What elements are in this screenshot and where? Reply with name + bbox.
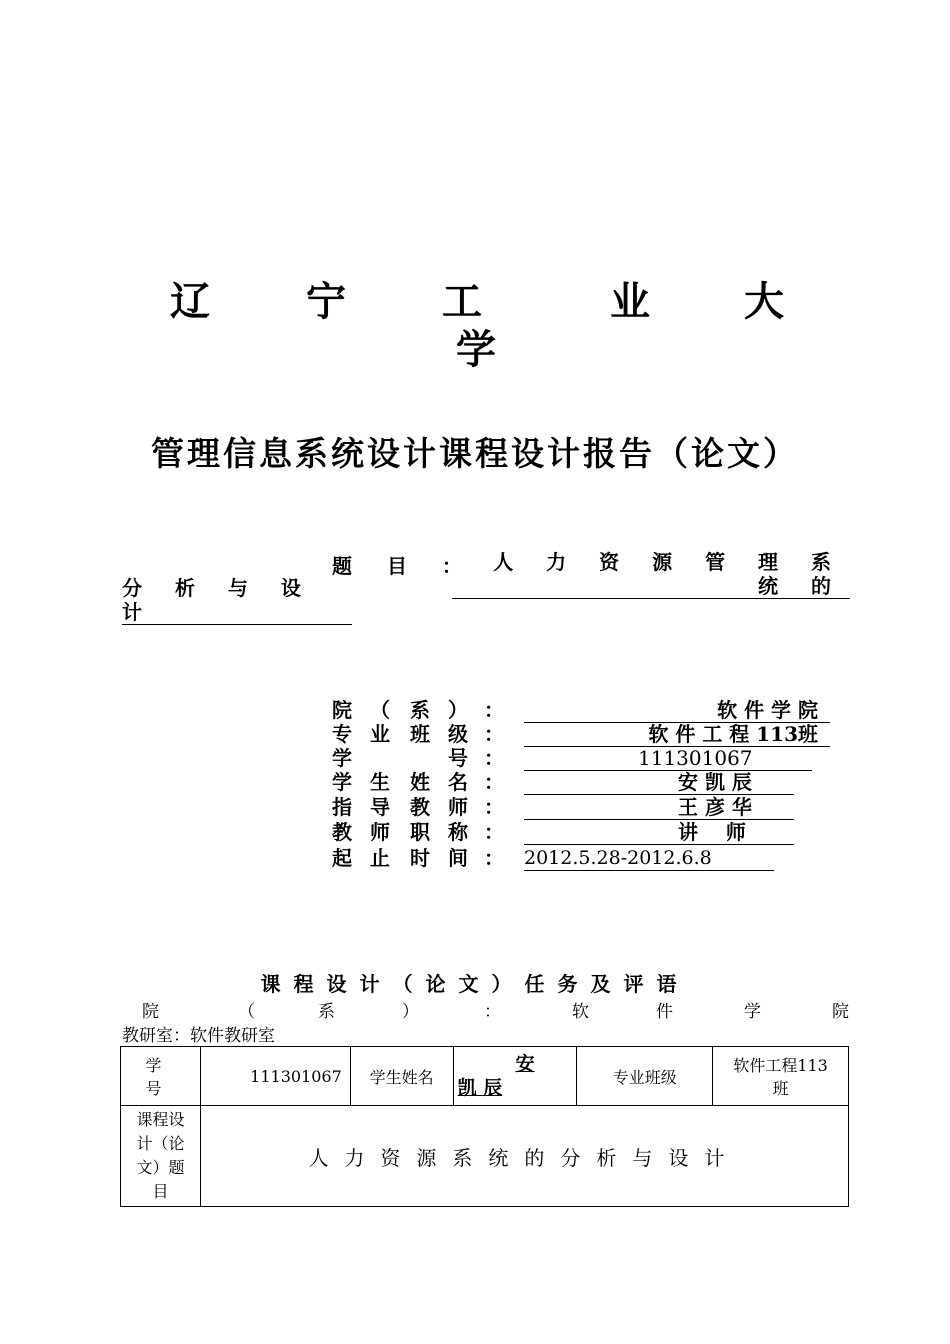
dept-char: 系	[318, 1002, 335, 1022]
dept-char: （	[238, 1002, 255, 1022]
colon: ：	[484, 746, 504, 770]
name-part-2: 凯 辰	[457, 1077, 503, 1099]
label-char: 专	[332, 722, 352, 746]
colon: ：	[484, 770, 504, 794]
label-char: 时	[410, 846, 430, 870]
univ-char: 业	[610, 278, 650, 325]
period-value: 2012.5.28-2012.6.8	[524, 846, 774, 871]
dept-char: 院	[832, 1002, 849, 1022]
student-name-cell	[453, 1047, 577, 1106]
label-char: 级	[448, 722, 468, 746]
label-char: 指	[332, 795, 352, 819]
topic-label-line: 目	[152, 1182, 169, 1201]
advisor-value: 王 彦 华	[524, 795, 794, 820]
colon: ：	[484, 820, 504, 844]
task-table	[120, 1046, 849, 1207]
label-char: 系	[410, 698, 430, 722]
label-char: 称	[448, 820, 468, 844]
label-char: 名	[448, 770, 468, 794]
label-char: 生	[370, 770, 390, 794]
dept-char: 院	[142, 1002, 159, 1022]
label-char: 教	[410, 795, 430, 819]
univ-char: 辽	[170, 278, 210, 325]
topic-value-line1: 人 力 资 源 管 理 系 统 的	[452, 550, 850, 599]
topic-label-cell	[121, 1106, 201, 1207]
topic-label-line: 课程设	[136, 1110, 185, 1129]
dept-char: ：	[484, 1002, 501, 1022]
label-char: 学	[332, 746, 352, 770]
label-char: 教	[332, 820, 352, 844]
class-cell	[713, 1047, 849, 1106]
label-char: 起	[332, 846, 352, 870]
colon: ：	[484, 846, 504, 870]
student-id-value: 111301067	[524, 746, 812, 771]
report-title: 管理信息系统设计课程设计报告（论文）	[151, 434, 799, 473]
label-char: 姓	[410, 770, 430, 794]
dept-value: 软 件 学 院	[524, 698, 830, 723]
label-char: 间	[448, 846, 468, 870]
label-char: 院	[332, 698, 352, 722]
topic-label-line: 文）题	[136, 1158, 185, 1177]
table-row	[121, 1106, 849, 1207]
class-value: 软 件 工 程 113班	[524, 722, 830, 747]
dept-char: 件	[656, 1002, 673, 1022]
univ-char: 宁	[306, 278, 346, 325]
label-char: 师	[370, 820, 390, 844]
univ-char: 学	[456, 326, 496, 373]
topic-value-cell: 人力资源系统的分析与设计	[200, 1106, 848, 1207]
class-part-1: 软件工程113	[733, 1056, 828, 1075]
label-char: 班	[410, 722, 430, 746]
label-char: 号	[448, 746, 468, 770]
label-char: ）	[448, 698, 468, 722]
student-name-label-cell: 学生姓名	[350, 1047, 453, 1106]
univ-char: 大	[744, 278, 784, 325]
class-label-cell: 专业班级	[577, 1047, 713, 1106]
teaching-office: 教研室：软件教研室	[122, 1026, 275, 1046]
name-part-1: 安	[515, 1053, 535, 1075]
label-char: 职	[410, 820, 430, 844]
table-row	[121, 1047, 849, 1106]
dept-line	[122, 997, 850, 1021]
topic-label: 题 目 ：	[332, 554, 476, 578]
label-char: 业	[370, 722, 390, 746]
label-char: （	[370, 698, 390, 722]
student-id-label-cell: 学 号	[121, 1047, 201, 1106]
label-char: 止	[370, 846, 390, 870]
student-name-value: 安 凯 辰	[524, 770, 794, 795]
label-char: 师	[448, 795, 468, 819]
student-id-cell: 111301067	[200, 1047, 350, 1106]
colon: ：	[484, 795, 504, 819]
label-char: 导	[370, 795, 390, 819]
topic-value-line2: 分 析 与 设 计	[122, 576, 352, 625]
advisor-title-value: 讲 师	[524, 820, 794, 845]
dept-char: 学	[744, 1002, 761, 1022]
dept-char: ）	[402, 1002, 419, 1022]
class-part-2: 班	[772, 1079, 789, 1098]
dept-char: 软	[572, 1002, 589, 1022]
label-char: 学	[332, 770, 352, 794]
topic-label-line: 计（论	[136, 1134, 185, 1153]
colon: ：	[484, 722, 504, 746]
univ-char: 工	[442, 278, 482, 325]
colon: ：	[484, 698, 504, 722]
task-section-title: 课程设计（论文）任务及评语	[260, 972, 690, 996]
